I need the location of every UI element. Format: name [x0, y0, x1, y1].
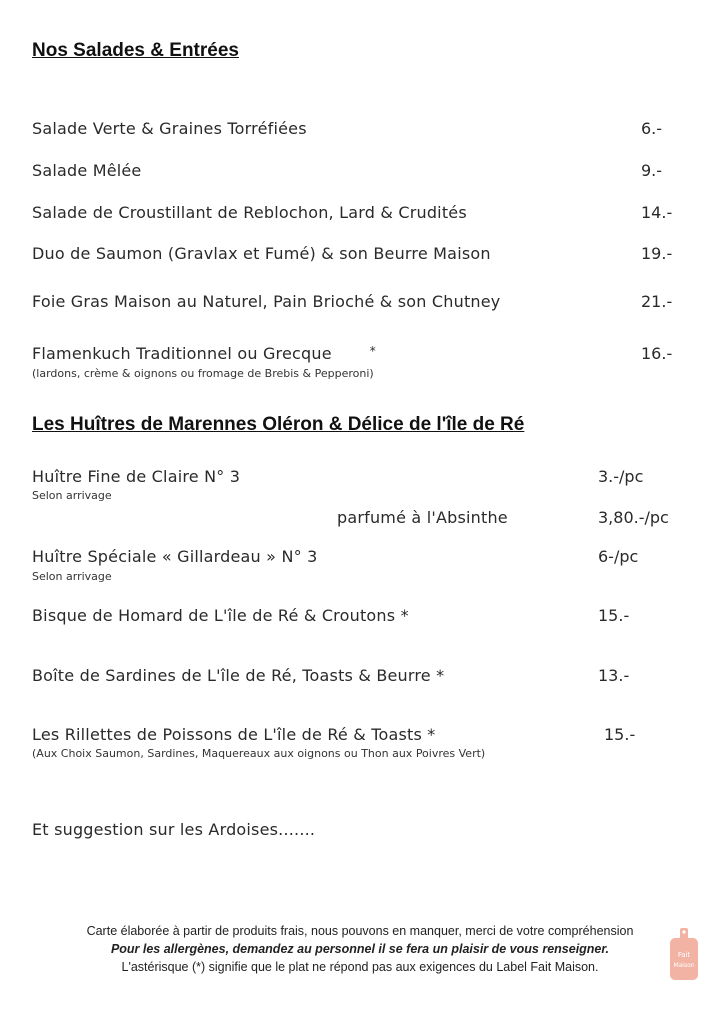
menu-item-name-row	[32, 344, 376, 363]
fait-maison-logo-icon	[668, 928, 700, 982]
asterisk-mark: *	[369, 344, 376, 358]
menu-item-price: 3.-/pc	[598, 467, 644, 486]
menu-item-name: Flamenkuch Traditionnel ou Grecque	[32, 344, 332, 363]
svg-text:Fait: Fait	[677, 951, 691, 959]
menu-item-name: Huître Fine de Claire N° 3	[32, 467, 241, 486]
footer-line-fresh: Carte élaborée à partir de produits frais, nous pouvons en manquer, merci de votre compréhension	[86, 924, 634, 938]
menu-item-description: (lardons, crème & oignons ou fromage de Brebis & Pepperoni)	[32, 367, 374, 380]
menu-item-name: Boîte de Sardines de L'île de Ré, Toasts & Beurre *	[32, 666, 445, 685]
menu-item-name: Salade Verte & Graines Torréfiées	[32, 119, 307, 138]
footer-line-asterisk: L'astérisque (*) signifie que le plat ne répond pas aux exigences du Label Fait Maison.	[121, 960, 599, 974]
menu-item-description: Selon arrivage	[32, 489, 112, 502]
menu-item-price: 6.-	[641, 119, 663, 138]
menu-item-price: 19.-	[641, 244, 673, 263]
menu-item-name: Huître Spéciale « Gillardeau » N° 3	[32, 547, 318, 566]
menu-item-description: (Aux Choix Saumon, Sardines, Maquereaux aux oignons ou Thon aux Poivres Vert)	[32, 747, 486, 760]
menu-item-price: 15.-	[604, 725, 636, 744]
menu-item-name: Bisque de Homard de L'île de Ré & Croutons *	[32, 606, 409, 625]
menu-item-name: Salade de Croustillant de Reblochon, Lard & Crudités	[32, 203, 467, 222]
footer-line-allergens: Pour les allergènes, demandez au personnel il se fera un plaisir de vous renseigner.	[110, 942, 610, 956]
menu-item-variant: parfumé à l'Absinthe	[337, 508, 508, 527]
menu-item-price: 16.-	[641, 344, 673, 363]
section-title-huitres: Les Huîtres de Marennes Oléron & Délice de l'île de Ré	[32, 414, 525, 435]
suggestion-text: Et suggestion sur les Ardoises.......	[32, 820, 316, 839]
menu-item-price: 9.-	[641, 161, 663, 180]
menu-item-name: Duo de Saumon (Gravlax et Fumé) & son Beurre Maison	[32, 244, 491, 263]
menu-item-price: 13.-	[598, 666, 630, 685]
section-title-salades: Nos Salades & Entrées	[32, 40, 239, 61]
menu-item-price: 15.-	[598, 606, 630, 625]
menu-item-name: Foie Gras Maison au Naturel, Pain Brioché & son Chutney	[32, 292, 501, 311]
menu-item-price: 3,80.-/pc	[598, 508, 669, 527]
menu-item-name: Les Rillettes de Poissons de L'île de Ré & Toasts *	[32, 725, 436, 744]
menu-item-price: 6-/pc	[598, 547, 639, 566]
footer-notes	[30, 922, 690, 976]
menu-item-name: Salade Mêlée	[32, 161, 142, 180]
menu-item-price: 14.-	[641, 203, 673, 222]
menu-item-price: 21.-	[641, 292, 673, 311]
svg-text:Maison: Maison	[673, 962, 695, 969]
menu-item-description: Selon arrivage	[32, 570, 112, 583]
